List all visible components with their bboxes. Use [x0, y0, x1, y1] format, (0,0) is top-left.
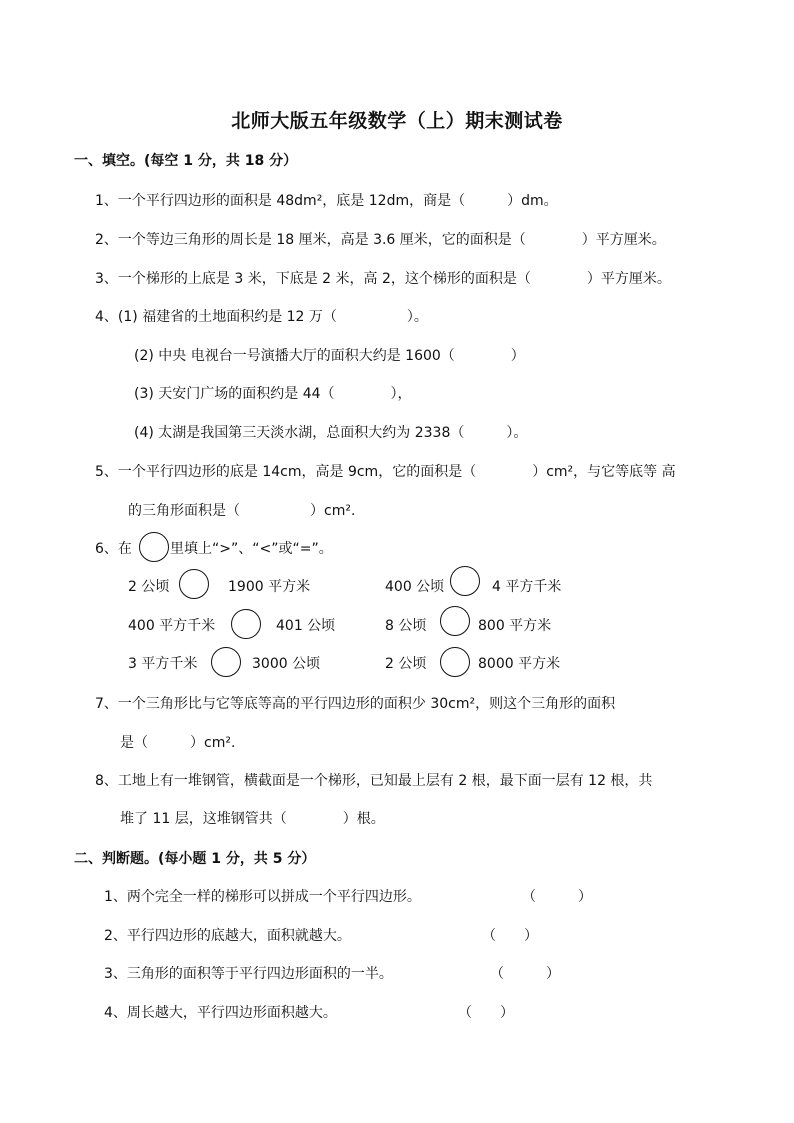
- question-8-line-1: 8、工地上有一堆钢管，横截面是一个梯形，已知最上层有 2 根，最下面一层有 12 根，共: [95, 773, 653, 789]
- compare-circle-3[interactable]: [231, 609, 261, 639]
- judge-answer-3[interactable]: （ ）: [490, 966, 560, 982]
- judge-item-1: 1、两个完全一样的梯形可以拼成一个平行四边形。: [104, 889, 421, 905]
- question-8-line-2: 堆了 11 层，这堆钢管共（ ）根。: [120, 811, 385, 827]
- judge-answer-4[interactable]: （ ）: [458, 1005, 514, 1021]
- question-5-line-2: 的三角形面积是（ ）cm².: [128, 503, 356, 519]
- page-title: 北师大版五年级数学（上）期末测试卷: [231, 110, 563, 132]
- compare-circle-6[interactable]: [440, 647, 470, 677]
- judge-item-4: 4、周长越大，平行四边形面积越大。: [104, 1005, 337, 1021]
- judge-answer-1[interactable]: （ ）: [522, 889, 592, 905]
- compare-right-2: 4 平方千米: [492, 579, 562, 595]
- compare-left-6: 2 公顷: [385, 656, 427, 672]
- judge-item-2: 2、平行四边形的底越大，面积就越大。: [104, 928, 351, 944]
- question-2: 2、一个等边三角形的周长是 18 厘米，高是 3.6 厘米，它的面积是（ ）平方厘米。: [95, 232, 666, 248]
- compare-right-6: 8000 平方米: [478, 656, 561, 672]
- compare-right-5: 3000 公顷: [252, 656, 321, 672]
- question-4-part-3: (3) 天安门广场的面积约是 44（ ），: [134, 386, 412, 402]
- question-1: 1、一个平行四边形的面积是 48dm²，底是 12dm，商是（ ）dm。: [95, 193, 558, 209]
- compare-right-3: 401 公顷: [276, 618, 336, 634]
- question-3: 3、一个梯形的上底是 3 米，下底是 2 米，高 2，这个梯形的面积是（ ）平方厘米。: [95, 271, 671, 287]
- question-5-line-1: 5、一个平行四边形的底是 14cm，高是 9cm，它的面积是（ ）cm²，与它等底等 高: [95, 464, 676, 480]
- compare-circle-5[interactable]: [211, 647, 241, 677]
- compare-circle-1[interactable]: [179, 569, 209, 599]
- question-4-part-4: (4) 太湖是我国第三天淡水湖，总面积大约为 2338（ ）。: [134, 425, 528, 441]
- question-7-line-1: 7、一个三角形比与它等底等高的平行四边形的面积少 30cm²，则这个三角形的面积: [95, 696, 616, 712]
- compare-right-4: 800 平方米: [478, 618, 552, 634]
- question-4-part-2: (2) 中央 电视台一号演播大厅的面积大约是 1600（ ）: [134, 348, 525, 364]
- compare-left-1: 2 公顷: [128, 579, 170, 595]
- compare-left-2: 400 公顷: [385, 579, 445, 595]
- question-4-part-1: 4、(1) 福建省的土地面积约是 12 万（ ）。: [95, 309, 428, 325]
- section-heading-true-false: 二、判断题。(每小题 1 分，共 5 分）: [74, 851, 316, 867]
- question-7-line-2: 是（ ）cm².: [120, 735, 236, 751]
- compare-left-5: 3 平方千米: [128, 656, 198, 672]
- blank-circle-example: [139, 532, 169, 562]
- judge-item-3: 3、三角形的面积等于平行四边形面积的一半。: [104, 966, 393, 982]
- compare-right-1: 1900 平方米: [228, 579, 311, 595]
- compare-circle-4[interactable]: [440, 606, 470, 636]
- question-6-suffix: 里填上“>”、“<”或“=”。: [170, 541, 333, 557]
- section-heading-fill-blank: 一、填空。(每空 1 分，共 18 分）: [74, 153, 298, 169]
- judge-answer-2[interactable]: （ ）: [482, 928, 538, 944]
- question-6-prefix: 6、在: [95, 541, 132, 557]
- compare-circle-2[interactable]: [450, 566, 480, 596]
- compare-left-3: 400 平方千米: [128, 618, 216, 634]
- compare-left-4: 8 公顷: [385, 618, 427, 634]
